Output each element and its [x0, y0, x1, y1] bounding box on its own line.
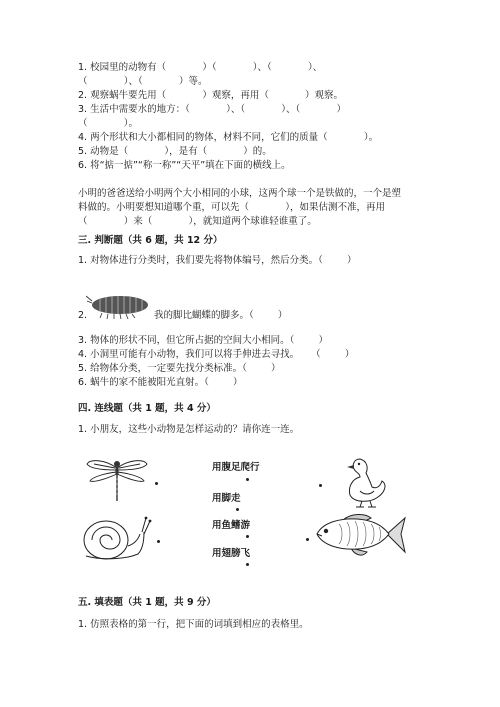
table-heading: 五. 填表题（共 1 题，共 9 分）: [78, 597, 216, 608]
paragraph-line-2: 料做的。小明要想知道哪个重，可以先（ ），如果估测不准，再用: [78, 202, 385, 213]
fill-line-4: 3. 生活中需要水的地方：（ ）、（ ）、（ ）: [78, 104, 347, 115]
judge-q1: 1. 对物体进行分类时，我们要先将物体编号，然后分类。（ ）: [78, 255, 357, 266]
dot-label-feet-walk[interactable]: [236, 508, 239, 511]
match-question: 1. 小朋友，这些小动物是怎样运动的？请你连一连。: [78, 424, 300, 435]
dot-fish[interactable]: [306, 538, 309, 541]
fill-line-2: （ ）、（ ）等。: [78, 76, 208, 87]
label-belly-foot: 用腹足爬行: [212, 462, 260, 473]
dot-duck[interactable]: [319, 484, 322, 487]
dragonfly-icon: [84, 456, 150, 502]
dot-snail[interactable]: [157, 540, 160, 543]
match-heading: 四. 连线题（共 1 题，共 4 分）: [78, 403, 216, 414]
fill-line-5: （ ）。: [78, 118, 138, 129]
paragraph-line-1: 小明的爸爸送给小明两个大小相同的小球，这两个球一个是铁做的，一个是塑: [78, 188, 402, 199]
judge-q4: 4. 小洞里可能有小动物，我们可以将手伸进去寻找。 （ ）: [78, 349, 355, 360]
dot-label-fin-swim[interactable]: [246, 535, 249, 538]
dot-label-wing-fly[interactable]: [246, 563, 249, 566]
dot-label-belly-foot[interactable]: [246, 478, 249, 481]
judge-q2-prefix: 2.: [78, 310, 88, 321]
label-fin-swim: 用鱼鳍游: [212, 520, 251, 531]
judge-heading: 三. 判断题（共 6 题，共 12 分）: [78, 235, 223, 246]
judge-q5: 5. 给物体分类，一定要先找分类标准。（ ）: [78, 363, 281, 374]
fill-line-1: 1. 校园里的动物有（ ）（ ）、（ ）、: [78, 62, 323, 73]
fill-line-7: 5. 动物是（ ），是有（ ）的。: [78, 146, 272, 157]
judge-q3: 3. 物体的形状不同，但它所占据的空间大小相同。（ ）: [78, 335, 328, 346]
judge-q6: 6. 蜗牛的家不能被阳光直射。（ ）: [78, 377, 243, 388]
dot-dragonfly[interactable]: [155, 482, 158, 485]
table-question: 1. 仿照表格的第一行，把下面的词填到相应的表格里。: [78, 619, 309, 630]
fill-line-3: 2. 观察蜗牛要先用（ ）观察，再用（ ）观察。: [78, 90, 344, 101]
label-feet-walk: 用脚走: [212, 493, 241, 504]
duck-icon: [346, 457, 390, 509]
fill-line-8: 6. 将“掂一掂”“称一称”“天平”填在下面的横线上。: [78, 160, 291, 171]
fill-line-6: 4. 两个形状和大小都相同的物体，材料不同，它们的质量（ ）。: [78, 132, 379, 143]
fish-icon: [313, 512, 407, 558]
label-wing-fly: 用翅膀飞: [212, 548, 251, 559]
snail-icon: [80, 514, 152, 562]
paragraph-line-3: （ ）来（ ），就知道两个球谁轻谁重了。: [78, 216, 317, 227]
woodlouse-icon: [86, 292, 154, 320]
judge-q2-text: 我的脚比蝴蝶的脚多。（ ）: [154, 310, 288, 321]
